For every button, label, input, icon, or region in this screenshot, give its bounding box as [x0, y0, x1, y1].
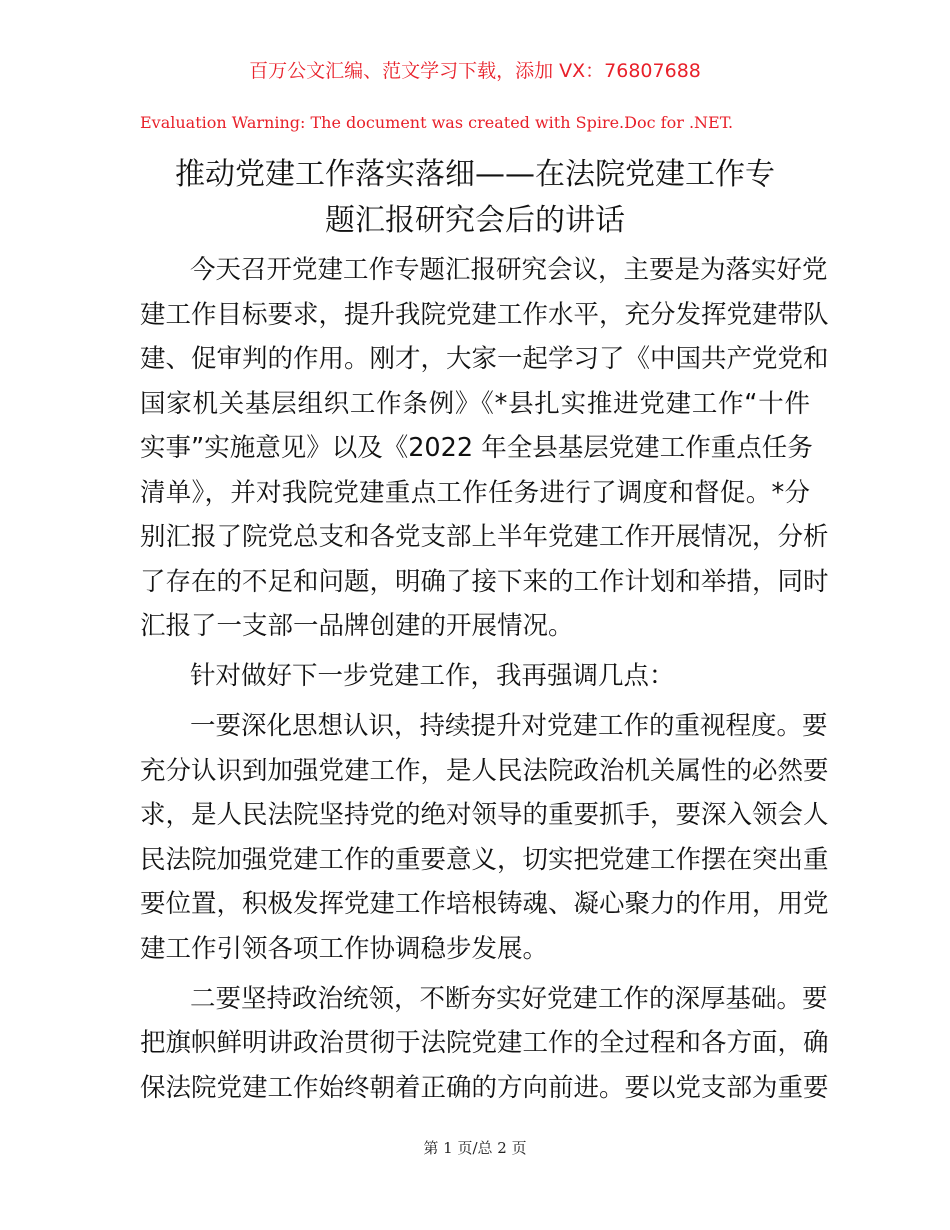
- paragraph-line: 针对做好下一步党建工作，我再强调几点：: [190, 661, 675, 691]
- paragraph: [140, 977, 829, 1111]
- paragraph-line: 一要深化思想认识，持续提升对党建工作的重视程度。要: [190, 711, 828, 741]
- paragraph-line: 了存在的不足和问题，明确了接下来的工作计划和举措，同时: [140, 566, 829, 597]
- evaluation-warning: Evaluation Warning: The document was created with Spire.Doc for .NET.: [140, 113, 734, 132]
- paragraph-line: 建工作目标要求，提升我院党建工作水平，充分发挥党建带队: [140, 299, 829, 330]
- title-line: 推动党建工作落实落细——在法院党建工作专: [175, 157, 775, 192]
- paragraph-line: 建、促审判的作用。刚才，大家一起学习了《中国共产党党和: [140, 344, 829, 374]
- paragraph-line: 保法院党建工作始终朝着正确的方向前进。要以党支部为重要: [140, 1072, 829, 1103]
- title-line: 题汇报研究会后的讲话: [325, 203, 625, 238]
- promo-banner: 百万公文汇编、范文学习下载，添加 VX：76807688: [249, 60, 701, 82]
- paragraph-line: 别汇报了院党总支和各党支部上半年党建工作开展情况，分析: [140, 522, 829, 552]
- paragraph-line: 实事”实施意见》以及《2022 年全县基层党建工作重点任务: [140, 433, 813, 463]
- paragraph-line: 建工作引领各项工作协调稳步发展。: [140, 933, 549, 964]
- page-indicator: 第 1 页/总 2 页: [423, 1139, 527, 1157]
- paragraph: [140, 248, 829, 649]
- document-body: [140, 248, 829, 1116]
- paragraph-line: 国家机关基层组织工作条例》《*县扎实推进党建工作“十件: [140, 388, 810, 419]
- paragraph: [140, 704, 829, 971]
- paragraph-line: 汇报了一支部一品牌创建的开展情况。: [140, 611, 574, 641]
- paragraph: [140, 654, 810, 699]
- paragraph-line: 充分认识到加强党建工作，是人民法院政治机关属性的必然要: [140, 755, 829, 786]
- paragraph-line: 二要坚持政治统领，不断夯实好党建工作的深厚基础。要: [190, 983, 828, 1014]
- document-title: [130, 152, 820, 244]
- paragraph-line: 求，是人民法院坚持党的绝对领导的重要抓手，要深入领会人: [140, 800, 829, 830]
- paragraph-line: 把旗帜鲜明讲政治贯彻于法院党建工作的全过程和各方面，确: [140, 1028, 829, 1058]
- paragraph-line: 清单》，并对我院党建重点工作任务进行了调度和督促。*分: [140, 477, 810, 508]
- paragraph-line: 今天召开党建工作专题汇报研究会议，主要是为落实好党: [190, 255, 828, 285]
- paragraph-line: 民法院加强党建工作的重要意义，切实把党建工作摆在突出重: [140, 844, 829, 875]
- paragraph-line: 要位置，积极发挥党建工作培根铸魂、凝心聚力的作用，用党: [140, 889, 829, 919]
